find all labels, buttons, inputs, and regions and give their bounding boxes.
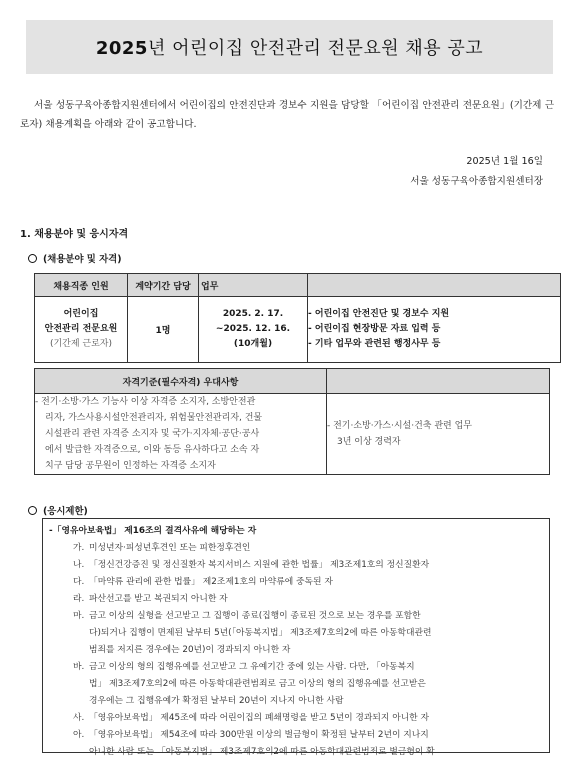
title-banner — [26, 20, 553, 74]
period-cell: 2025. 2. 17. ~2025. 12. 16. (10개월) — [199, 297, 308, 363]
header-preferred — [327, 369, 550, 394]
item-marker: 가. — [73, 543, 85, 553]
item-text: 금고 이상의 형의 집행유예를 선고받고 그 유예기간 중에 있는 사람. 다만, 「아동복지 법」 제3조제7호의2에 따른 아동학대관련범죄로 금고 이상의 형의 집행유예를 선고받은 경우에는 그 집행유예가 확정된 날부터 20년이 지나지 아니한 사람 — [89, 662, 426, 706]
job-cell: 어린이집 안전관리 전문요원 (기간제 근로자) — [35, 297, 128, 363]
item-text: 파산선고를 받고 복권되지 아니한 자 — [89, 594, 228, 604]
header-blank — [308, 274, 561, 297]
signatory: 서울 성동구육아종합지원센터장 — [410, 176, 543, 187]
intro-paragraph: 서울 성동구육아종합지원센터에서 어린이집의 안전진단과 경보수 지원을 담당할 「어린이집 안전관리 전문요원」(기간제 근로자) 채용계획을 아래와 같이 공고합니다. — [20, 100, 554, 130]
item-marker: 나. — [73, 560, 85, 570]
recruitment-table — [34, 273, 561, 363]
header-job: 채용직종 인원 — [35, 274, 128, 297]
restriction-item — [43, 659, 549, 710]
item-marker: 라. — [73, 594, 85, 604]
restriction-box — [42, 518, 550, 757]
duty-cell: - 어린이집 안전진단 및 경보수 지원 - 어린이집 현장방문 자료 입력 등 - 기타 업무와 관련된 행정사무 등 — [308, 297, 561, 363]
item-text: 금고 이상의 실형을 선고받고 그 집행이 종료(집행이 종료된 것으로 보는 경우를 포함한 다)되거나 집행이 면제된 날부터 5년(「아동복지법」 제3조제7호의2에 따른 아동학대관련 범죄를 저지른 경우에는 20년)이 경과되지 아니한 자 — [89, 611, 432, 655]
restriction-item — [43, 710, 549, 727]
item-marker: 마. — [73, 611, 85, 621]
header-qualification: 자격기준(필수자격) 우대사항 — [35, 369, 327, 394]
item-text: 「마약류 관리에 관한 법률」 제2조제1호의 마약류에 중독된 자 — [89, 577, 333, 587]
item-marker: 바. — [73, 662, 85, 672]
subheading-recruitment: (채용분야 및 자격) — [28, 251, 122, 265]
restriction-item — [43, 591, 549, 608]
item-text: 「정신건강증진 및 정신질환자 복지서비스 지원에 관한 법률」 제3조제1호의 정신질환자 — [89, 560, 430, 570]
restriction-heading: -「영유아보육법」 제16조의 결격사유에 해당하는 자 — [49, 526, 257, 536]
restriction-item — [43, 727, 549, 761]
announcement-date: 2025년 1월 16일 — [466, 156, 543, 167]
qualification-table — [34, 368, 550, 475]
header-duty: 업무 — [199, 274, 308, 297]
item-text: 「영유아보육법」 제54조에 따라 300만원 이상의 벌금형이 확정된 날부터 2년이 지나지 아니한 사람 또는 「아동복지법」 제3조제7호의2에 따른 아동학대관련범죄로 벌금형이 확 — [89, 730, 435, 757]
restriction-item — [43, 540, 549, 557]
restriction-item — [43, 608, 549, 659]
circle-bullet-icon — [28, 506, 37, 515]
subheading-restrictions: (응시제한) — [28, 503, 88, 517]
item-marker: 다. — [73, 577, 85, 587]
circle-bullet-icon — [28, 254, 37, 263]
page-title: 2025년 어린이집 안전관리 전문요원 채용 공고 — [95, 38, 484, 59]
count-cell: 1명 — [128, 297, 199, 363]
restriction-item — [43, 557, 549, 574]
header-period: 계약기간 담당 — [128, 274, 199, 297]
preferred-qualification: - 전기·소방·가스·시설·건축 관련 업무 3년 이상 경력자 — [327, 394, 550, 475]
section-heading: 1. 채용분야 및 응시자격 — [20, 229, 129, 240]
item-text: 「영유아보육법」 제45조에 따라 어린이집의 폐쇄명령을 받고 5년이 경과되지 아니한 자 — [89, 713, 429, 723]
item-marker: 아. — [73, 730, 85, 740]
item-text: 미성년자·피성년후견인 또는 피한정후견인 — [89, 543, 251, 553]
restriction-item — [43, 574, 549, 591]
item-marker: 사. — [73, 713, 85, 723]
required-qualification: - 전기·소방·가스 기능사 이상 자격증 소지자, 소방안전관 리자, 가스사용시설안전관리자, 위험물안전관리자, 건물 시설관리 관련 자격증 소지자 및 국가·지자체·공단·공사 에서 발급한 자격증으로, 이와 동등 유사하다고 소속 자 치구 담당 공무원이 인정하는 자격증 소지자 — [35, 394, 327, 475]
